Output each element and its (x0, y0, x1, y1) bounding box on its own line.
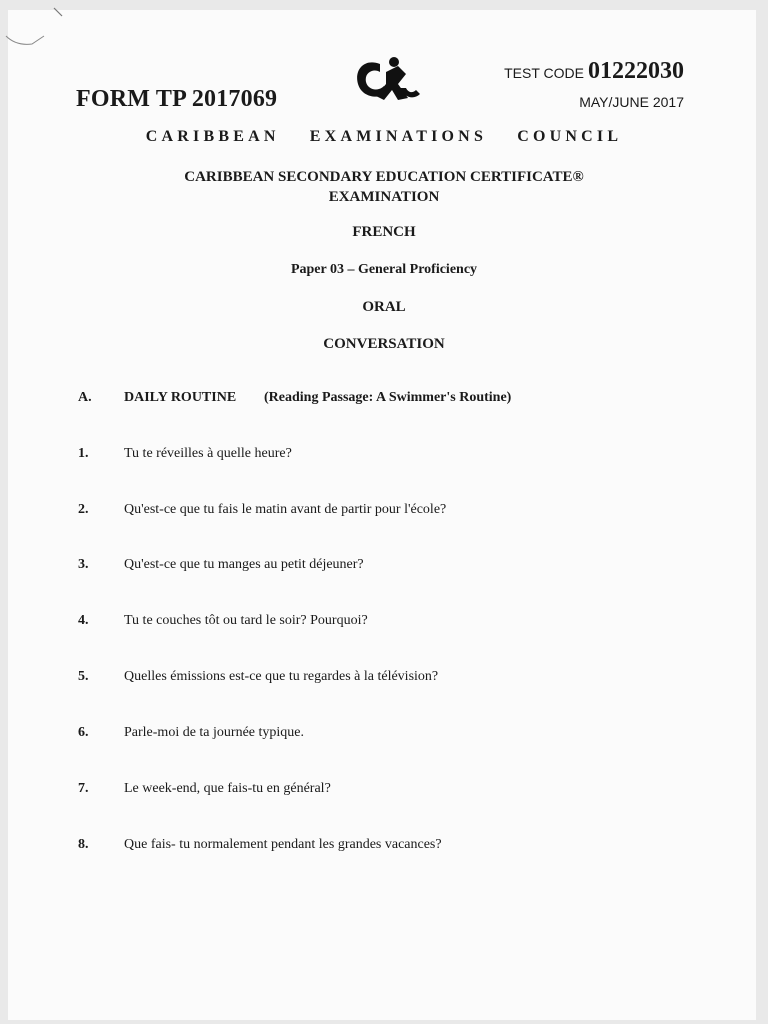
component-title: ORAL (362, 299, 406, 315)
corner-mark (4, 6, 64, 56)
question-number: 2. (78, 502, 89, 517)
question-text: Qu'est-ce que tu fais le matin avant de partir pour l'école? (124, 502, 447, 517)
section-passage: (Reading Passage: A Swimmer's Routine) (264, 390, 512, 405)
test-code (504, 58, 684, 85)
question-number: 3. (78, 557, 89, 572)
question-text: Que fais- tu normalement pendant les grandes vacances? (124, 837, 442, 852)
certificate-title (0, 167, 768, 207)
question-text: Parle-moi de ta journée typique. (124, 725, 304, 740)
section-title: DAILY ROUTINE (124, 390, 237, 405)
question-number: 6. (78, 725, 89, 740)
council-name: CARIBBEAN EXAMINATIONS COUNCIL (145, 128, 623, 145)
test-code-number: 01222030 (588, 58, 684, 84)
question-text: Qu'est-ce que tu manges au petit déjeuner? (124, 557, 364, 572)
question-text: Tu te réveilles à quelle heure? (124, 446, 292, 461)
form-code: FORM TP 2017069 (76, 86, 278, 112)
test-code-label: TEST CODE (504, 65, 584, 81)
question-number: 7. (78, 781, 89, 796)
question-text: Tu te couches tôt ou tard le soir? Pourquoi? (124, 613, 368, 628)
certificate-line-2: EXAMINATION (328, 189, 440, 205)
question-text: Quelles émissions est-ce que tu regardes à la télévision? (124, 669, 439, 684)
exam-session: MAY/JUNE 2017 (579, 94, 684, 110)
paper-title: Paper 03 – General Proficiency (290, 262, 478, 277)
question-number: 8. (78, 837, 89, 852)
question-number: 4. (78, 613, 89, 628)
question-text: Le week-end, que fais-tu en général? (124, 781, 331, 796)
cxc-logo (350, 54, 426, 112)
question-number: 1. (78, 446, 89, 461)
part-title: CONVERSATION (323, 336, 445, 352)
section-letter: A. (78, 390, 92, 405)
question-number: 5. (78, 669, 89, 684)
certificate-line-1: CARIBBEAN SECONDARY EDUCATION CERTIFICATE® (184, 169, 584, 185)
subject-title: FRENCH (352, 224, 416, 240)
